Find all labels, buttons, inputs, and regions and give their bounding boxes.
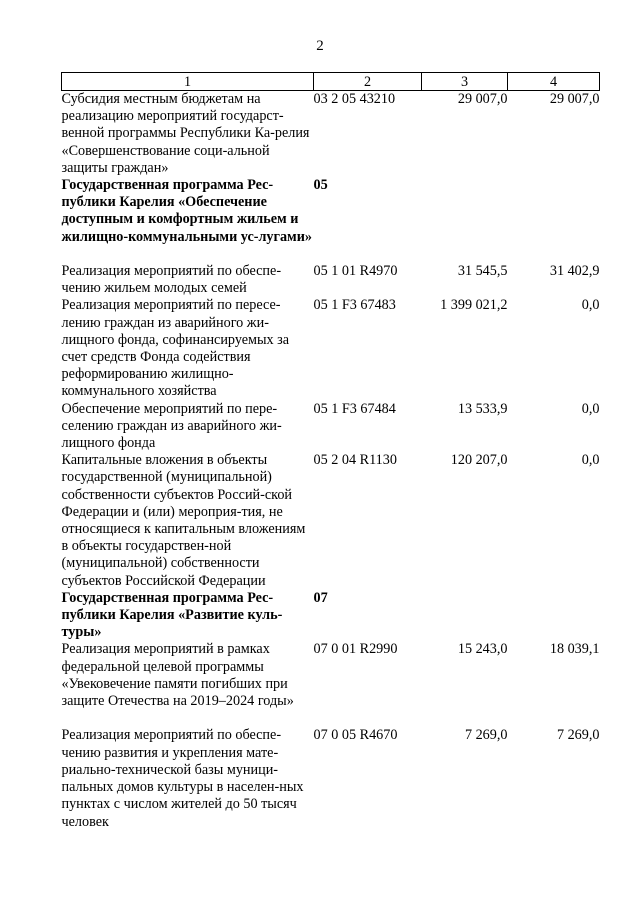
row-code-cell: 05 1 01 R4970 (313, 263, 398, 280)
row-value-2-cell: 7 269,0 (556, 727, 600, 744)
row-value-2-cell: 0,0 (581, 452, 600, 469)
table-row (62, 641, 600, 727)
row-value-1-cell: 31 545,5 (457, 263, 508, 280)
table-row (62, 727, 600, 830)
row-code-cell: 07 0 05 R4670 (313, 727, 398, 744)
row-code-cell: 05 1 F3 67484 (313, 400, 396, 417)
row-code-cell: 05 1 F3 67483 (313, 297, 396, 314)
row-name-cell: Реализация мероприятий в рамках федеральной целевой программы «Увековечение памяти погибших при защите Отечества на 2019–2024 годы» (61, 641, 294, 710)
row-name-cell: Субсидия местным бюджетам на реализацию мероприятий государст-венной программы Республики Ка-релия «Совершенствование соци-альной защиты граждан» (61, 91, 310, 176)
row-code-cell: 07 (313, 589, 328, 606)
row-value-1-cell: 15 243,0 (457, 641, 508, 658)
row-value-2-cell: 31 402,9 (549, 263, 600, 280)
table-body (62, 91, 600, 831)
row-value-2-cell: 0,0 (581, 400, 600, 417)
table-header-row (62, 73, 600, 91)
row-value-1-cell: 29 007,0 (457, 91, 508, 107)
table-row (62, 452, 600, 590)
row-value-1-cell (422, 590, 508, 642)
row-value-2-cell (508, 177, 600, 263)
table-row (62, 177, 600, 263)
row-code-cell: 05 (313, 177, 328, 194)
row-name-cell: Реализация мероприятий по обеспе-чению жильем молодых семей (61, 263, 282, 297)
row-name-cell: Обеспечение мероприятий по пере-селению граждан из аварийного жи-лищного фонда (61, 400, 282, 452)
row-name-cell: Реализация мероприятий по обеспе-чению развития и укрепления мате-риально-технической базы муници-пальных домов культуры в населен-ных пунктах с числом жителей до 50 тысяч человек (61, 727, 304, 830)
row-value-2-cell: 29 007,0 (549, 91, 600, 107)
row-code-cell: 03 2 05 43210 (313, 91, 396, 107)
table-row (62, 263, 600, 297)
row-value-1-cell: 1 399 021,2 (440, 297, 508, 314)
table-row (62, 590, 600, 642)
row-name-cell: Государственная программа Рес-публики Карелия «Развитие куль-туры» (61, 589, 283, 641)
column-header: 4 (508, 73, 600, 91)
table-row (62, 297, 600, 400)
row-value-1-cell: 13 533,9 (457, 400, 508, 417)
row-value-1-cell (422, 177, 508, 263)
row-code-cell: 05 2 04 R1130 (313, 452, 397, 469)
column-header: 1 (62, 73, 314, 91)
budget-table (61, 72, 600, 831)
table-row (62, 91, 600, 178)
column-header: 2 (314, 73, 422, 91)
column-header: 3 (422, 73, 508, 91)
page-number: 2 (316, 38, 324, 54)
row-value-2-cell: 18 039,1 (549, 641, 600, 658)
table-row (62, 401, 600, 453)
row-value-1-cell: 120 207,0 (450, 452, 508, 469)
row-value-2-cell: 0,0 (581, 297, 600, 314)
row-name-cell: Реализация мероприятий по пересе-лению граждан из аварийного жи-лищного фонда, софинансируемых за счет средств Фонда содействия реформированию жилищно-коммунального хозяйства (61, 297, 290, 400)
row-value-2-cell (508, 590, 600, 642)
row-name-cell: Капитальные вложения в объекты государственной (муниципальной) собственности субъектов Россий-ской Федерации и (или) мероприя-тия, не относящиеся к капитальным вложениям в объекты государствен-ной (муниципальной) собственности субъектов Российской Федерации (61, 452, 306, 589)
row-value-1-cell: 7 269,0 (464, 727, 508, 744)
row-name-cell: Государственная программа Рес-публики Карелия «Обеспечение доступным и комфортным жильем и жилищно-коммунальными ус-лугами» (61, 177, 312, 245)
row-code-cell: 07 0 01 R2990 (313, 641, 398, 658)
